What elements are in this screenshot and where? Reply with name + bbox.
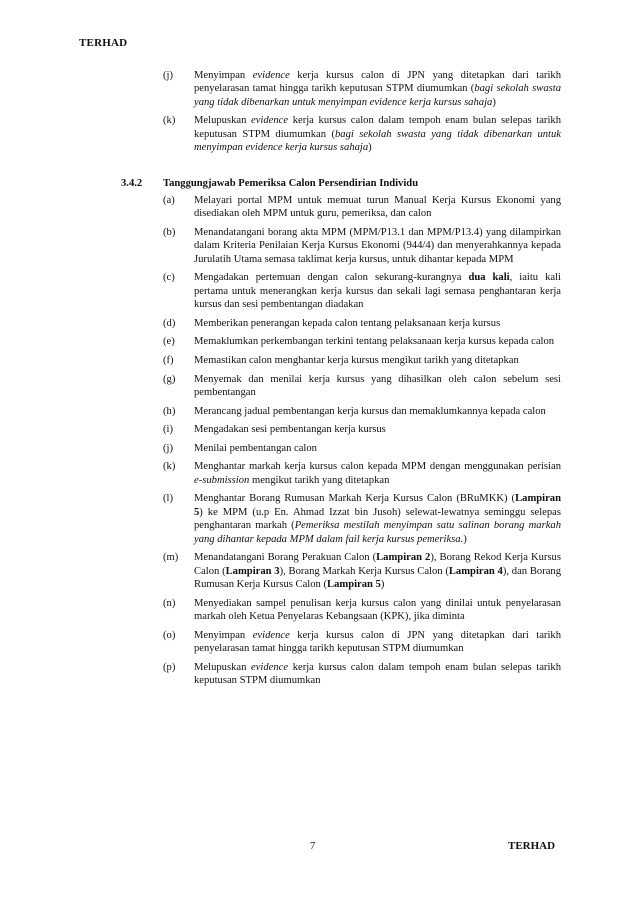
item-label: (a) xyxy=(163,195,175,206)
bold-text: Lampiran 4 xyxy=(448,565,503,577)
list-item xyxy=(163,629,561,656)
item-label: (k) xyxy=(163,461,176,473)
bold-text: Lampiran 3 xyxy=(225,565,280,577)
item-label: (n) xyxy=(163,597,176,609)
italic-text: Pemeriksa mestilah menyimpan satu salinan borang markah yang dihantar kepada MPM dalam fail kerja kursus pemeriksa. xyxy=(194,520,561,545)
text-run: kerja kursus calon di JPN yang ditetapkan dari tarikh penyelarasan tamat hingga tarikh keputusan STPM diumumkan xyxy=(194,629,561,654)
list-item xyxy=(163,373,561,400)
item-label: (j) xyxy=(163,70,173,81)
item-label: (c) xyxy=(163,272,175,284)
italic-text: evidence xyxy=(252,70,290,81)
item-label: (p) xyxy=(163,661,176,673)
text-run: ), dan Borang Rumusan Kerja Kursus Calon ( xyxy=(194,565,562,590)
text-run: Memastikan calon menghantar kerja kursus mengikut tarikh yang ditetapkan xyxy=(194,355,519,366)
item-text xyxy=(194,629,561,656)
text-run: Melupuskan xyxy=(194,115,252,127)
section-heading xyxy=(121,177,418,190)
text-run: Menandatangani borang akta MPM (MPM/P13.1 dan MPM/P13.4) yang dilampirkan dalam Kriteria Penilaian Kerja Kursus Ekonomi (944/4) dan menyerahkannya kepada Jurulatih Utama semasa taklimat kerja kursus, untuk dihantar kepada MPM xyxy=(194,227,561,265)
text-run: mengikut tarikh yang ditetapkan xyxy=(249,474,390,486)
list-item xyxy=(163,442,561,455)
text-run: kerja kursus calon dalam tempoh enam bulan selepas tarikh keputusan STPM diumumkan xyxy=(194,661,561,686)
list-item xyxy=(163,492,561,546)
italic-text: bagi sekolah swasta yang tidak dibenarkan untuk menyimpan evidence kerja kursus sahaja xyxy=(194,83,561,108)
page-number: 7 xyxy=(310,841,316,852)
item-text xyxy=(194,69,561,109)
section-number: 3.4.2 xyxy=(121,178,143,189)
item-text xyxy=(194,492,561,546)
text-run: Menyimpan xyxy=(194,70,253,81)
list-item xyxy=(163,271,561,311)
italic-text: e-submission xyxy=(194,474,250,486)
list-item xyxy=(163,317,561,330)
item-text xyxy=(194,114,561,154)
header-classification: TERHAD xyxy=(79,37,128,49)
list-item xyxy=(163,551,561,591)
list-item xyxy=(163,194,561,221)
list-item xyxy=(163,661,561,688)
list-item xyxy=(163,69,561,109)
bold-text: dua kali xyxy=(468,272,510,284)
section-title: Tanggungjawab Pemeriksa Calon Persendirian Individu xyxy=(163,178,419,189)
bold-text: Lampiran 5 xyxy=(327,579,381,590)
text-run: Menyemak dan menilai kerja kursus yang dihasilkan oleh calon sebelum sesi pembentangan xyxy=(194,373,561,398)
text-run: ) ke MPM (u.p En. Ahmad Izzat bin Jusoh) selewat-lewatnya seminggu selepas penghantaran markah ( xyxy=(194,506,561,532)
text-run: ) xyxy=(368,142,372,154)
item-label: (b) xyxy=(163,227,176,238)
top-item-list xyxy=(163,69,561,160)
item-text xyxy=(194,405,561,418)
italic-text: evidence xyxy=(251,661,289,673)
item-label: (o) xyxy=(163,629,176,641)
item-text xyxy=(194,226,561,266)
text-run: Melayari portal MPM untuk memuat turun Manual Kerja Kursus Ekonomi yang disediakan oleh MPM untuk guru, pemeriksa, dan calon xyxy=(194,195,561,220)
text-run: Menghantar markah kerja kursus calon kepada MPM dengan menggunakan perisian xyxy=(194,461,561,473)
text-run: Merancang jadual pembentangan kerja kursus dan memaklumkannya kepada calon xyxy=(194,405,546,417)
item-text xyxy=(194,551,561,591)
item-label: (k) xyxy=(163,115,176,127)
text-run: Menandatangani Borang Perakuan Calon ( xyxy=(194,552,377,564)
text-run: kerja kursus calon di JPN yang ditetapkan dari tarikh penyelarasan tamat hingga tarikh keputusan STPM diumumkan ( xyxy=(194,70,561,95)
item-text xyxy=(194,354,561,367)
item-label: (e) xyxy=(163,336,175,348)
text-run: Mengadakan pertemuan dengan calon sekurang-kurangnya xyxy=(194,272,469,284)
text-run: ) xyxy=(380,579,385,590)
text-run: ) xyxy=(463,533,467,545)
list-item xyxy=(163,114,561,154)
text-run: Menghantar Borang Rumusan Markah Kerja Kursus Calon (BRuMKK) ( xyxy=(194,493,516,505)
list-item xyxy=(163,354,561,367)
text-run: kerja kursus calon dalam tempoh enam bulan selepas tarikh keputusan STPM diumumkan ( xyxy=(194,115,561,140)
text-run: ), Borang Rekod Kerja Kursus Calon ( xyxy=(194,552,561,577)
item-text xyxy=(194,423,561,436)
text-run: Melupuskan xyxy=(194,661,252,673)
item-text xyxy=(194,271,561,311)
item-text xyxy=(194,317,561,330)
item-label: (h) xyxy=(163,405,176,417)
text-run: Menilai pembentangan calon xyxy=(194,442,317,454)
italic-text: evidence xyxy=(251,115,289,127)
item-label: (l) xyxy=(163,493,173,505)
item-text xyxy=(194,661,561,688)
item-text xyxy=(194,373,561,400)
item-label: (j) xyxy=(163,442,173,454)
list-item xyxy=(163,423,561,436)
item-text xyxy=(194,442,561,455)
text-run: ), Borang Markah Kerja Kursus Calon ( xyxy=(279,565,449,577)
list-item xyxy=(163,597,561,624)
item-text xyxy=(194,335,561,348)
item-label: (g) xyxy=(163,373,176,385)
item-label: (f) xyxy=(163,355,174,366)
list-item xyxy=(163,405,561,418)
list-item xyxy=(163,335,561,348)
italic-text: bagi sekolah swasta yang tidak dibenarkan untuk menyimpan evidence kerja kursus sahaja xyxy=(194,128,562,154)
item-text xyxy=(194,597,561,624)
bold-text: Lampiran 2 xyxy=(376,552,431,564)
text-run: Menyimpan xyxy=(194,629,253,641)
footer-classification: TERHAD xyxy=(508,840,556,852)
text-run: Mengadakan sesi pembentangan kerja kursus xyxy=(194,424,386,436)
item-label: (m) xyxy=(163,552,179,564)
italic-text: evidence xyxy=(252,629,290,641)
list-item xyxy=(163,460,561,487)
text-run: Memaklumkan perkembangan terkini tentang pelaksanaan kerja kursus kepada calon xyxy=(194,336,555,348)
item-label: (d) xyxy=(163,317,176,329)
text-run: ) xyxy=(492,96,496,108)
list-item xyxy=(163,226,561,266)
text-run: Memberikan penerangan kepada calon tentang pelaksanaan kerja kursus xyxy=(194,317,501,329)
item-text xyxy=(194,194,561,221)
bold-text: Lampiran 5 xyxy=(194,493,561,518)
text-run: Menyediakan sampel penulisan kerja kursus calon yang dinilai untuk penyelarasan markah oleh Ketua Penyelaras Kebangsaan (KPK), jika diminta xyxy=(194,597,561,622)
text-run: , iaitu kali pertama untuk menerangkan kerja kursus dan sekali lagi semasa penghantaran kerja kursus dan sesi pembentangan diadakan xyxy=(194,272,561,311)
item-label: (i) xyxy=(163,424,173,436)
item-text xyxy=(194,460,561,487)
responsibility-list xyxy=(163,194,561,693)
